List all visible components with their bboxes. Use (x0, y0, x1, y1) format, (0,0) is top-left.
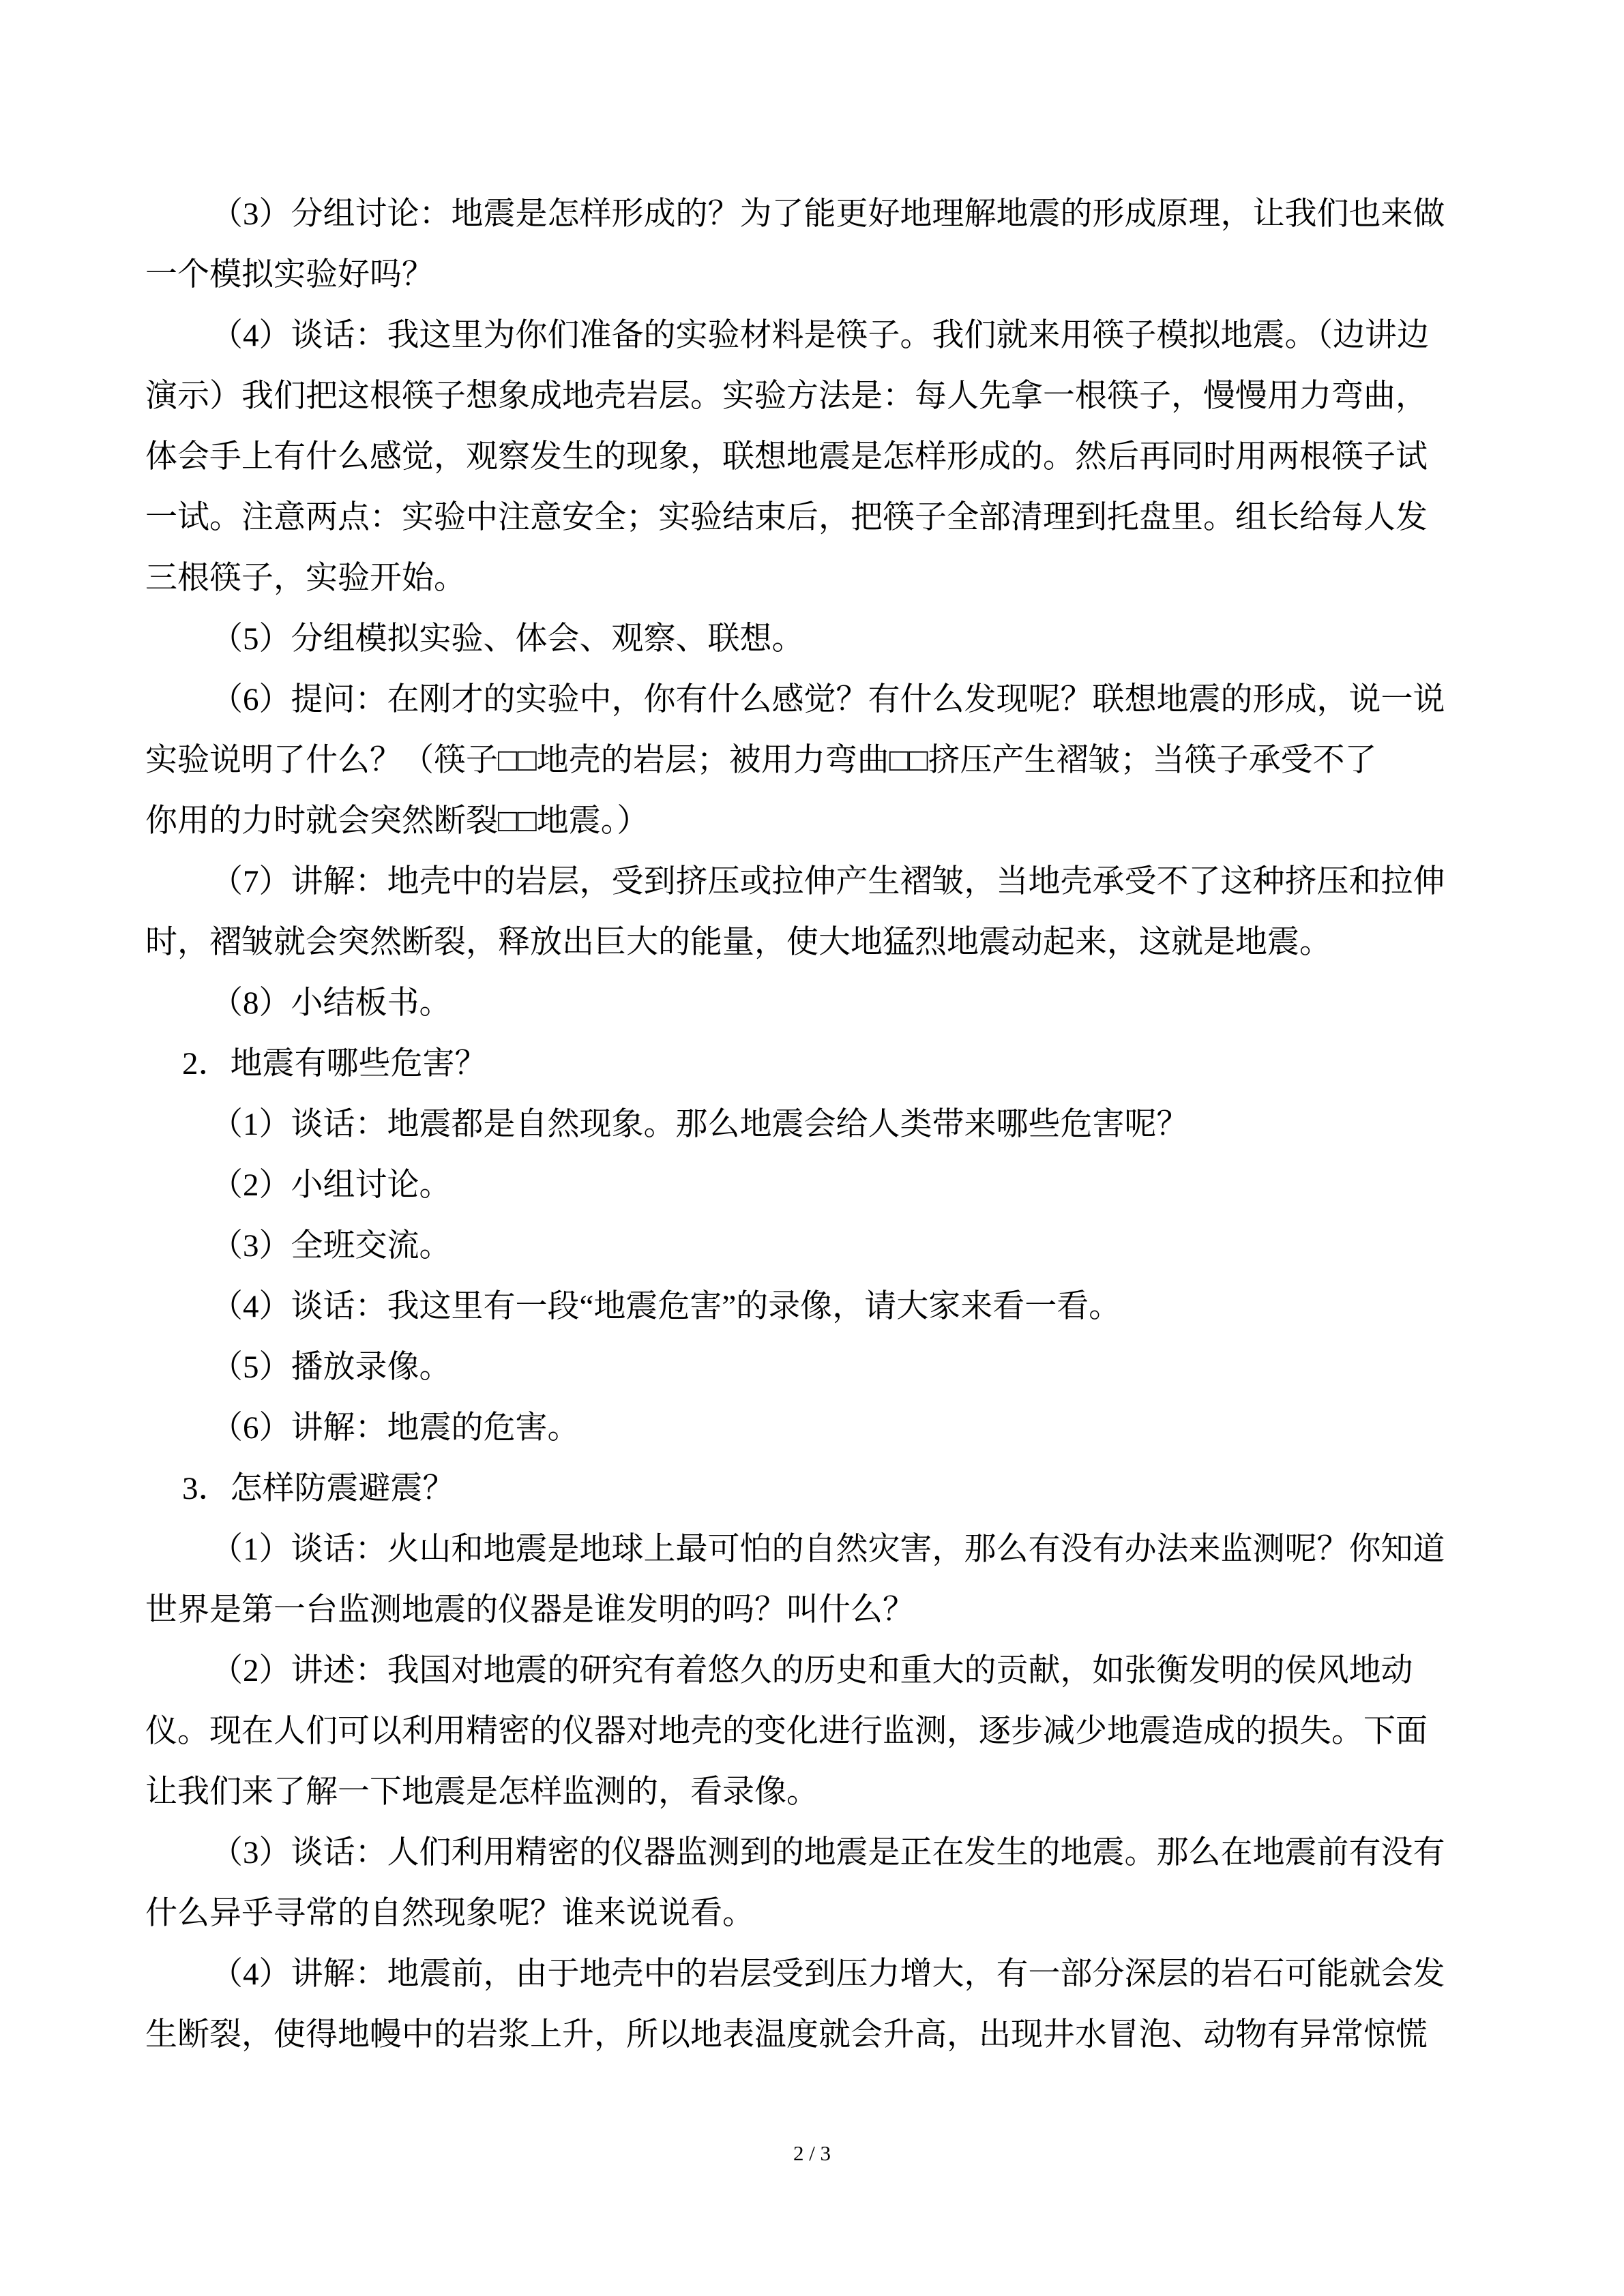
text-line: （2）讲述：我国对地震的研究有着悠久的历史和重大的贡献，如张衡发明的侯风地动 (211, 1653, 1413, 1688)
text-line: 三根筷子，实验开始。 (145, 561, 466, 596)
text-line: 让我们来了解一下地震是怎样监测的，看录像。 (145, 1774, 818, 1810)
text-line: 你用的力时就会突然断裂□□地震。） (145, 803, 649, 839)
text-line: 生断裂，使得地幔中的岩浆上升，所以地表温度就会升高，出现井水冒泡、动物有异常惊慌 (145, 2017, 1428, 2053)
text-line: 3．怎样防震避震？ (182, 1471, 455, 1506)
text-line: （6）提问：在刚才的实验中，你有什么感觉？有什么发现呢？联想地震的形成，说一说 (211, 682, 1445, 717)
text-line: 演示）我们把这根筷子想象成地壳岩层。实验方法是：每人先拿一根筷子，慢慢用力弯曲， (145, 378, 1428, 414)
text-line: （4）谈话：我这里有一段“地震危害”的录像，请大家来看一看。 (211, 1289, 1121, 1324)
text-line: 一试。注意两点：实验中注意安全；实验结束后，把筷子全部清理到托盘里。组长给每人发 (145, 500, 1428, 535)
text-line: （4）讲解：地震前，由于地壳中的岩层受到压力增大，有一部分深层的岩石可能就会发 (211, 1956, 1445, 1992)
page-number-label: 2 / 3 (793, 2141, 831, 2165)
document-content (145, 184, 1475, 2066)
text-line: 体会手上有什么感觉，观察发生的现象，联想地震是怎样形成的。然后再同时用两根筷子试 (145, 439, 1428, 475)
text-line: （5）播放录像。 (211, 1350, 452, 1385)
text-line: （5）分组模拟实验、体会、观察、联想。 (211, 621, 804, 657)
text-line: 2．地震有哪些危害？ (182, 1046, 487, 1082)
text-line: （8）小结板书。 (211, 985, 452, 1021)
text-line: （1）谈话：火山和地震是地球上最可怕的自然灾害，那么有没有办法来监测呢？你知道 (211, 1532, 1445, 1567)
text-line: 时，褶皱就会突然断裂，释放出巨大的能量，使大地猛烈地震动起来，这就是地震。 (145, 925, 1331, 960)
text-line: 实验说明了什么？（筷子□□地壳的岩层；被用力弯曲□□挤压产生褶皱；当筷子承受不了 (145, 743, 1377, 778)
text-line: （3）全班交流。 (211, 1228, 452, 1264)
text-line: 什么异乎寻常的自然现象呢？谁来说说看。 (145, 1896, 754, 1931)
text-line: （6）讲解：地震的危害。 (211, 1410, 580, 1446)
text-line: 世界是第一台监测地震的仪器是谁发明的吗？叫什么？ (145, 1592, 915, 1628)
text-line: （2）小组讨论。 (211, 1167, 452, 1203)
page-number (0, 2140, 1624, 2167)
text-line: （3）分组讨论：地震是怎样形成的？为了能更好地理解地震的形成原理，让我们也来做 (211, 196, 1445, 232)
text-line: （3）谈话：人们利用精密的仪器监测到的地震是正在发生的地震。那么在地震前有没有 (211, 1835, 1445, 1870)
text-line: （4）谈话：我这里为你们准备的实验材料是筷子。我们就来用筷子模拟地震。（边讲边 (211, 318, 1429, 353)
text-line: 仪。现在人们可以利用精密的仪器对地壳的变化进行监测，逐步减少地震造成的损失。下面 (145, 1714, 1428, 1749)
text-line: 一个模拟实验好吗？ (145, 257, 434, 293)
text-line: （1）谈话：地震都是自然现象。那么地震会给人类带来哪些危害呢？ (211, 1107, 1189, 1142)
text-line: （7）讲解：地壳中的岩层，受到挤压或拉伸产生褶皱，当地壳承受不了这种挤压和拉伸 (211, 864, 1445, 899)
